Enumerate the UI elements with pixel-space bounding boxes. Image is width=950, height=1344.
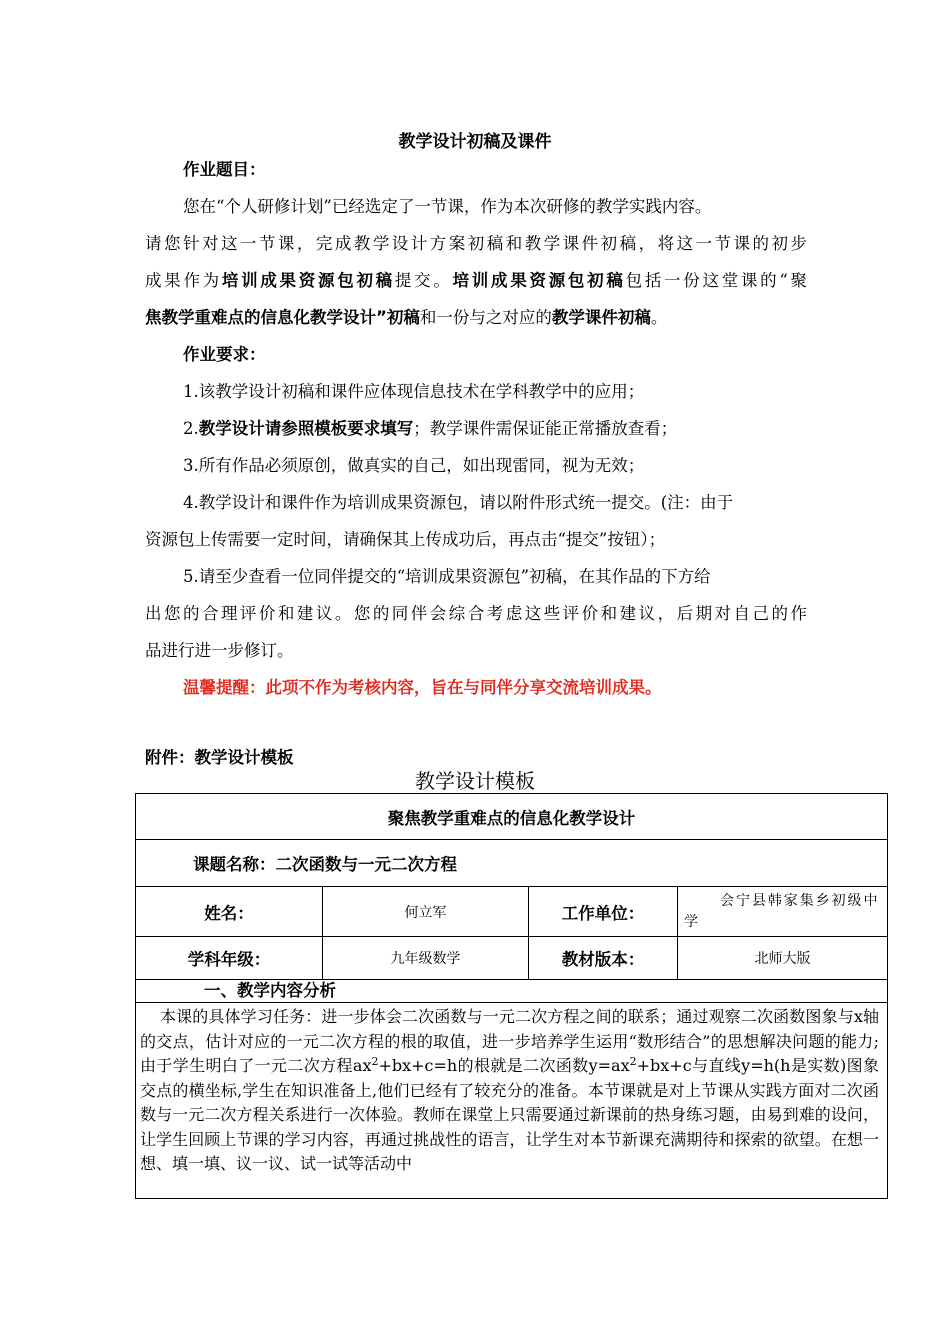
name-label: 姓名： [136, 887, 323, 937]
template-table [135, 793, 888, 1199]
warm-reminder: 温馨提醒：此项不作为考核内容，旨在与同伴分享交流培训成果。 [183, 678, 662, 697]
intro-line-1: 您在“个人研修计划”已经选定了一节课，作为本次研修的教学实践内容。 [183, 197, 712, 216]
document-title: 教学设计初稿及课件 [398, 132, 552, 152]
requirement-5-line-1: 5.请至少查看一位同伴提交的“培训成果资源包”初稿，在其作品的下方给 [183, 567, 711, 586]
requirement-1: 1.该教学设计初稿和课件应体现信息技术在学科教学中的应用； [183, 382, 645, 401]
requirements-heading: 作业要求： [183, 345, 266, 364]
topic-value: 二次函数与一元二次方程 [275, 855, 457, 874]
name-value: 何立军 [323, 887, 529, 937]
requirement-3: 3.所有作品必须原创，做真实的自己，如出现雷同，视为无效； [183, 456, 645, 475]
analysis-row [136, 1003, 888, 1199]
template-title: 教学设计模板 [415, 769, 535, 793]
requirement-4-line-1: 4.教学设计和课件作为培训成果资源包，请以附件形式统一提交。(注：由于 [183, 493, 734, 512]
template-header: 聚焦教学重难点的信息化教学设计 [136, 794, 888, 840]
topic-row [136, 840, 888, 887]
header-row [136, 794, 888, 840]
requirement-5-line-3: 品进行进一步修订。 [145, 641, 294, 660]
intro-line-4: 焦教学重难点的信息化教学设计”初稿和一份与之对应的教学课件初稿。 [145, 308, 668, 327]
topic-cell [136, 840, 888, 887]
grade-row [136, 937, 888, 980]
attachment-label: 附件：教学设计模板 [145, 748, 294, 767]
assignment-heading: 作业题目： [183, 160, 266, 179]
unit-label: 工作单位： [529, 887, 678, 937]
name-row [136, 887, 888, 937]
intro-line-3: 成果作为培训成果资源包初稿提交。培训成果资源包初稿包括一份这堂课的“聚 [145, 271, 808, 290]
topic-label: 课题名称： [193, 855, 276, 874]
section-1-heading: 一、教学内容分析 [136, 980, 888, 1003]
grade-value: 九年级数学 [323, 937, 529, 980]
intro-line-2: 请您针对这一节课，完成教学设计方案初稿和教学课件初稿，将这一节课的初步 [145, 234, 807, 253]
unit-value: 会宁县韩家集乡初级中学 [678, 887, 888, 937]
analysis-paragraph: 本课的具体学习任务：进一步体会二次函数与一元二次方程之间的联系；通过观察二次函数图象与x轴的交点，估计对应的一元二次方程的根的取值，进一步培养学生运用“数形结合”的思想解决问题的能力;由于学生明白了一元二次方程$ax^2+bx+c=h$的根就是二次函数$y=ax^2+bx+c$与直线y=h(h是实数)图象交点的横坐标,学生在知识准备上,他们已经有了较充分的准备。本节课就是对上节课从实践方面对二次函数与一元二次方程关系进行一次体验。教师在课堂上只需要通过新课前的热身练习题，由易到难的设问，让学生回顾上节课的学习内容，再通过挑战性的语言，让学生对本节新课充满期待和探索的欲望。在想一想、填一填、议一议、试一试等活动中 [136, 1003, 888, 1199]
section-row [136, 980, 888, 1003]
edition-label: 教材版本： [529, 937, 678, 980]
requirement-2: 2.教学设计请参照模板要求填写；教学课件需保证能正常播放查看； [183, 419, 678, 438]
requirement-4-line-2: 资源包上传需要一定时间，请确保其上传成功后，再点击“提交”按钮）； [145, 530, 666, 549]
requirement-5-line-2: 出您的合理评价和建议。您的同伴会综合考虑这些评价和建议，后期对自己的作 [145, 604, 807, 623]
edition-value: 北师大版 [678, 937, 888, 980]
grade-label: 学科年级： [136, 937, 323, 980]
